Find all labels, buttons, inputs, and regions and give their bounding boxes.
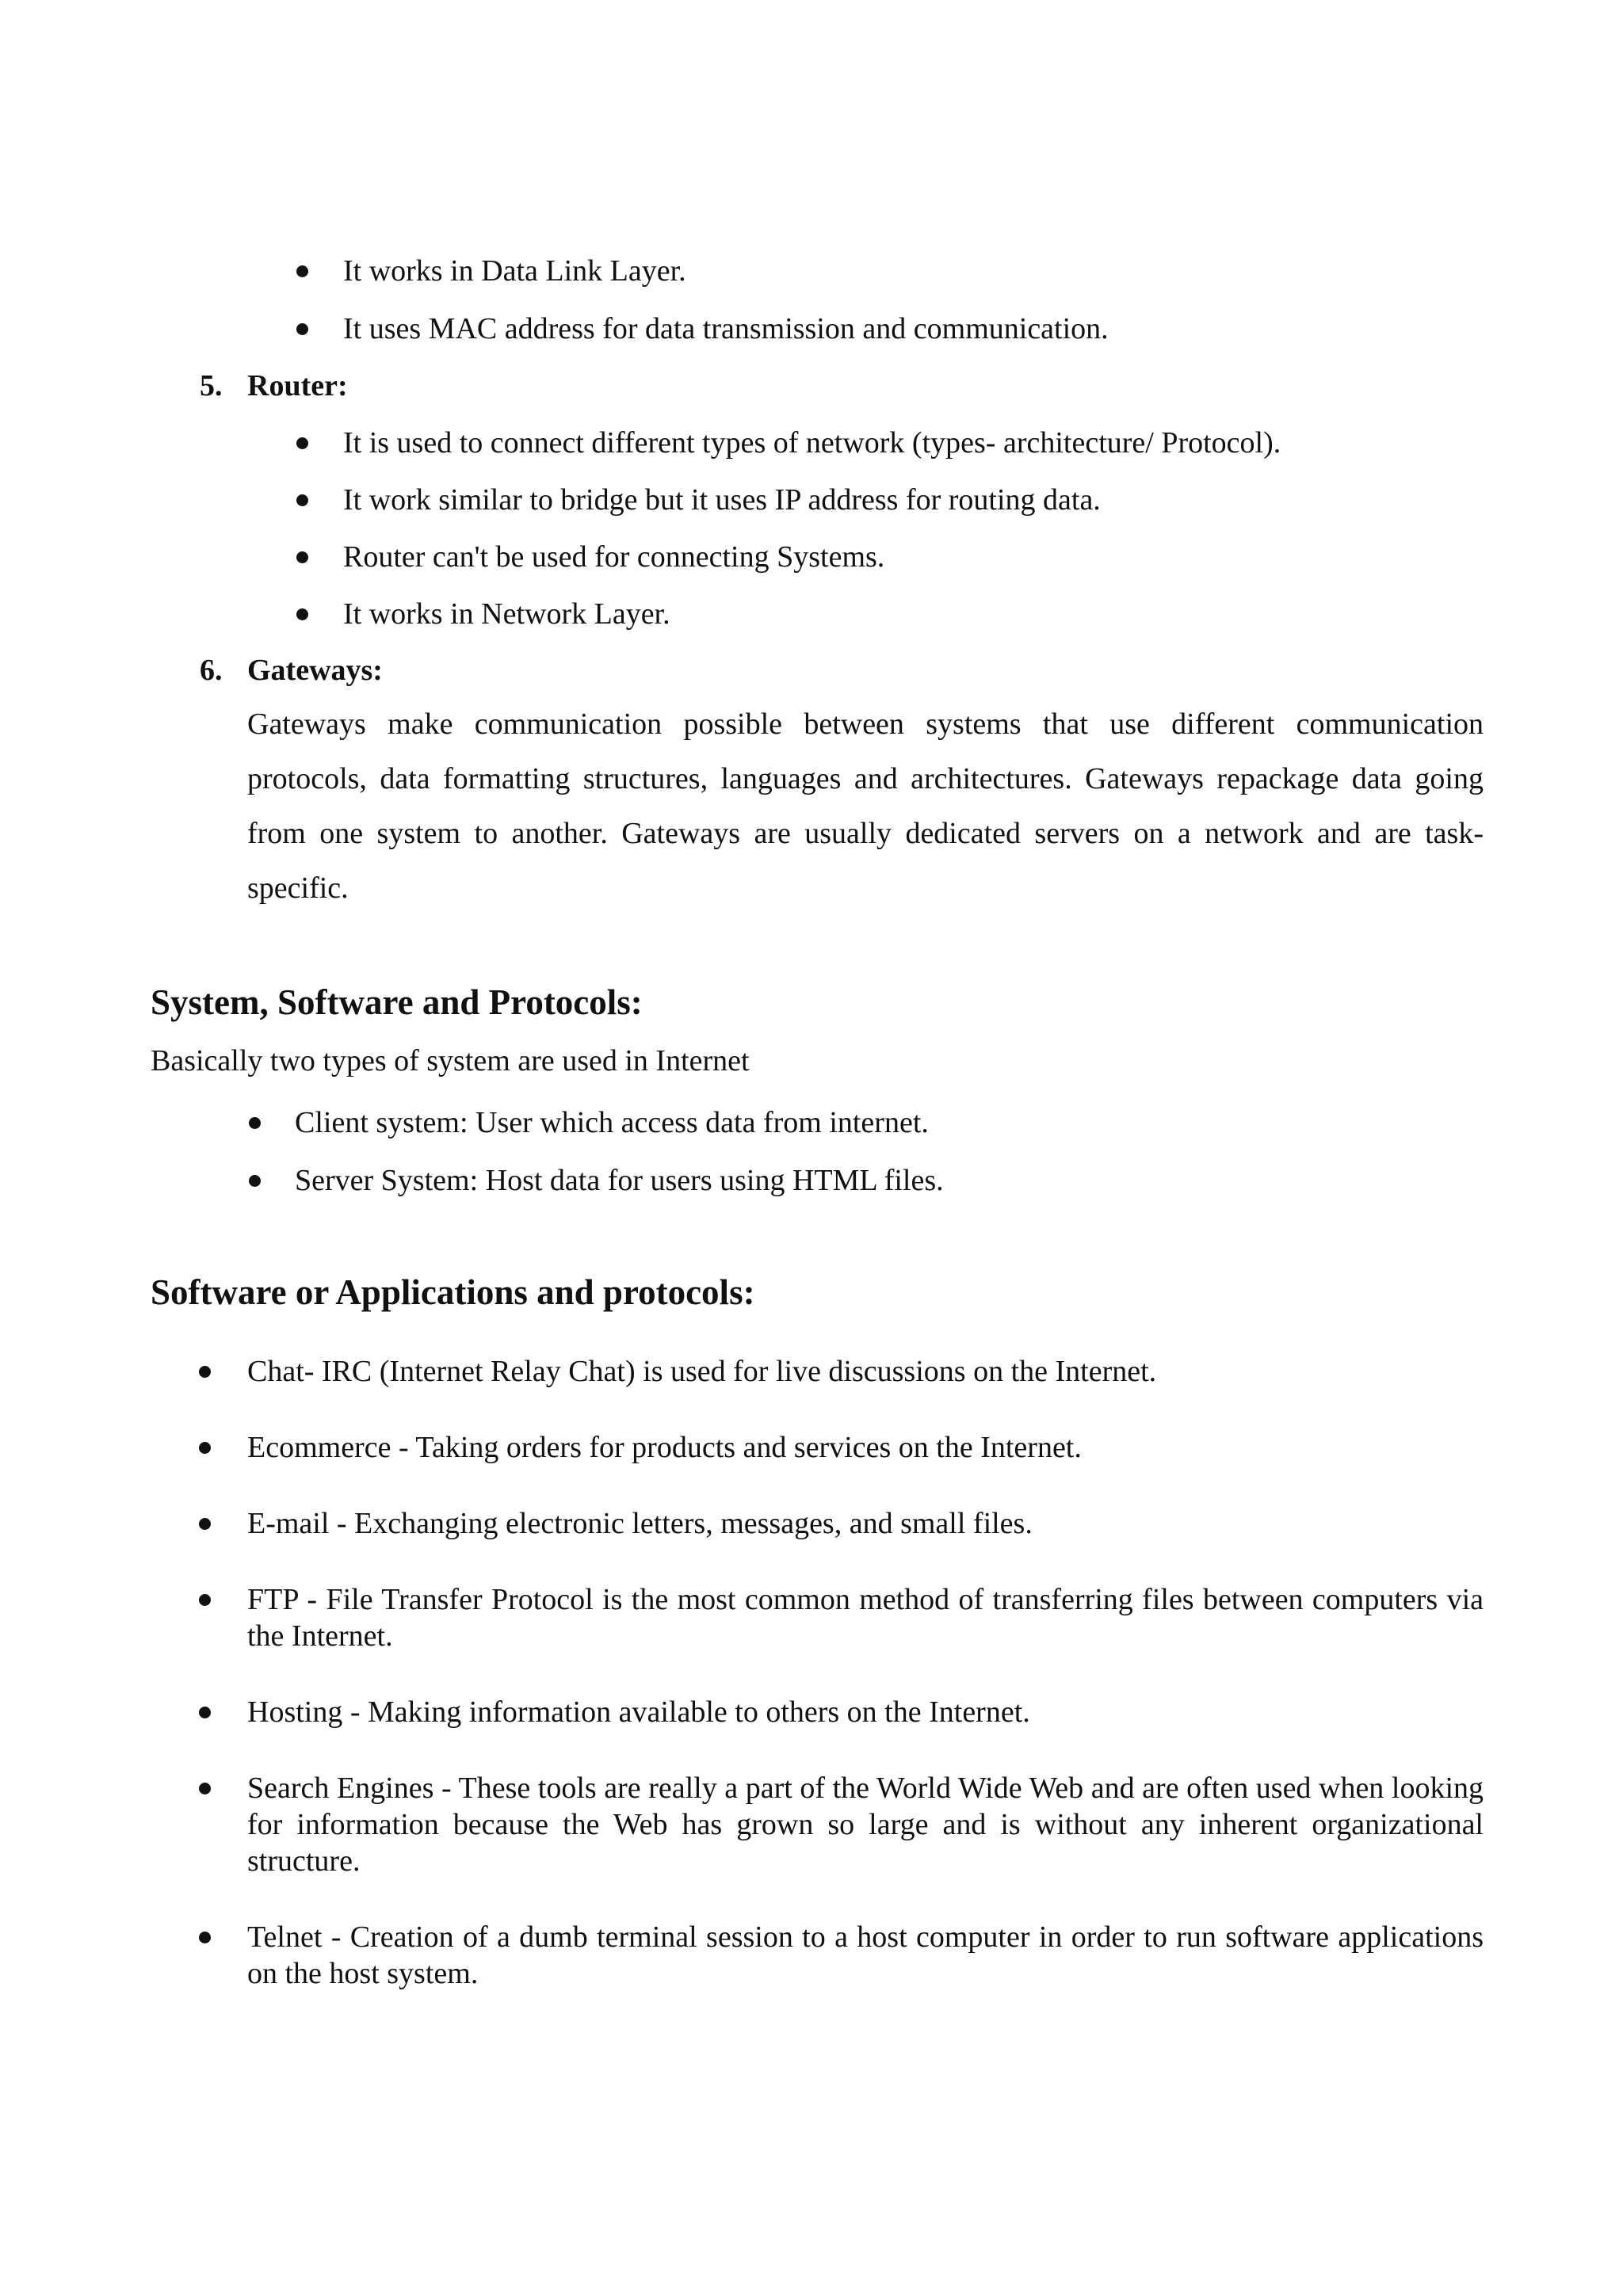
bullet-icon xyxy=(199,1518,211,1530)
list-item: Client system: User which access data from internet. xyxy=(295,1106,929,1139)
intro-text: Basically two types of system are used in Internet xyxy=(151,1044,750,1077)
bullet-icon xyxy=(296,323,308,335)
bullet-icon xyxy=(199,1366,211,1378)
bullet-icon xyxy=(199,1442,211,1454)
list-item: E-mail - Exchanging electronic letters, messages, and small files. xyxy=(247,1507,1033,1540)
bullet-icon xyxy=(199,1783,211,1794)
bullet-icon xyxy=(296,551,308,563)
bullet-icon xyxy=(296,437,308,449)
list-item: Hosting - Making information available to others on the Internet. xyxy=(247,1695,1030,1729)
list-item: Router can't be used for connecting Systems. xyxy=(343,540,885,574)
section-title-router: Router: xyxy=(247,369,348,402)
list-item: It works in Data Link Layer. xyxy=(343,254,686,288)
bullet-icon xyxy=(296,265,308,277)
heading-system-software-protocols: System, Software and Protocols: xyxy=(151,982,643,1022)
bullet-icon xyxy=(296,494,308,506)
list-item: It works in Network Layer. xyxy=(343,597,670,631)
list-item: Ecommerce - Taking orders for products and services on the Internet. xyxy=(247,1431,1082,1464)
bullet-icon xyxy=(199,1932,211,1943)
bullet-icon xyxy=(199,1707,211,1718)
gateways-paragraph: Gateways make communication possible between systems that use different communication protocols, data formatting structures, languages and architectures. Gateways repackage data going from one system to another. Gateways are usually dedicated servers on a network and are task-specific. xyxy=(247,707,1484,905)
list-item: It work similar to bridge but it uses IP address for routing data. xyxy=(343,483,1101,517)
bullet-icon xyxy=(199,1594,211,1606)
list-item: It uses MAC address for data transmission and communication. xyxy=(343,312,1109,345)
section-title-gateways: Gateways: xyxy=(247,654,383,687)
list-item: Server System: Host data for users using HTML files. xyxy=(295,1164,944,1197)
list-item: It is used to connect different types of network (types- architecture/ Protocol). xyxy=(343,426,1281,460)
list-item: Search Engines - These tools are really a part of the World Wide Web and are often used when looking for information because the Web has grown so large and is without any inherent organizational structure. xyxy=(247,1772,1484,1878)
list-number: 5. xyxy=(200,369,223,402)
heading-software-applications-protocols: Software or Applications and protocols: xyxy=(151,1272,755,1312)
bullet-icon xyxy=(296,608,308,620)
bullet-icon xyxy=(249,1175,261,1187)
list-item: Telnet - Creation of a dumb terminal session to a host computer in order to run software applications on the host system. xyxy=(247,1920,1484,1990)
bullet-icon xyxy=(249,1117,261,1129)
list-item: FTP - File Transfer Protocol is the most common method of transferring files between computers via the Internet. xyxy=(247,1583,1484,1653)
list-number: 6. xyxy=(200,654,223,687)
list-item: Chat- IRC (Internet Relay Chat) is used for live discussions on the Internet. xyxy=(247,1355,1157,1388)
